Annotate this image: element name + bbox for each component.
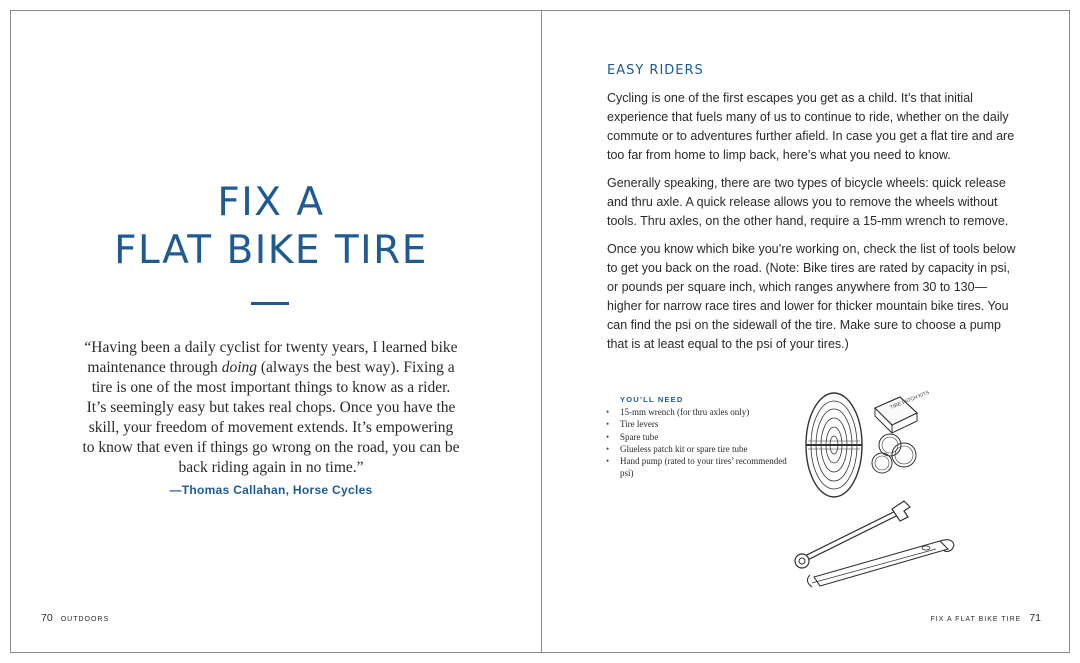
list-item (602, 431, 802, 443)
list-item (602, 443, 802, 455)
page-title (11, 179, 531, 275)
running-head: FIX A FLAT BIKE TIRE (930, 616, 1022, 623)
quote-text-end: (always the best way). Fixing a tire is one of the most important things to know as a rider. It’s seemingly easy but takes real chops. Once you have the skill, your freedom of movement extends. It’s empowering to know that even if things go wrong on the road, you can be back riding again in no time.” (82, 359, 460, 476)
section-heading: EASY RIDERS (607, 63, 704, 78)
list-item-text: Tire levers (620, 419, 659, 430)
tire-tube-icon (806, 393, 862, 497)
page-number: 71 (1029, 612, 1041, 624)
right-page (542, 11, 1071, 652)
running-head: OUTDOORS (60, 616, 110, 623)
list-item-text: Hand pump (rated to your tires’ recommended psi) (620, 456, 787, 479)
folio-left (41, 612, 117, 624)
patch-kit-icon (872, 390, 931, 473)
folio-right (923, 612, 1042, 624)
paragraph: Cycling is one of the first escapes you get as a child. It’s that initial experience that fuels many of us to continue to ride, whether on the daily commute or to adventures further afield. In case you get a flat tire and are too far from home to limp back, here’s what you need to know. (607, 91, 1015, 162)
paragraph: Once you know which bike you’re working on, check the list of tools below to get you back on the road. (Note: Bike tires are rated by capacity in psi, or pounds per square inch, which ranges anywhere from 30 to 130—higher for narrow race tires and lower for thicker mountain bike tires. You can find the psi on the sidewall of the tire. Make sure to choose a pump that is at least equal to the psi of your tires.) (607, 242, 1016, 351)
youll-need-heading: YOU’LL NEED (620, 395, 684, 404)
list-item (602, 406, 802, 418)
list-item (602, 418, 802, 430)
quote-attribution: —Thomas Callahan, Horse Cycles (169, 483, 373, 497)
title-divider (251, 302, 289, 305)
tools-illustration (792, 383, 972, 598)
paragraph: Generally speaking, there are two types of bicycle wheels: quick release and thru axle. A quick release allows you to remove the wheels without tools. Thru axles, on the other hand, require a 15-mm wrench to remove. (607, 176, 1009, 228)
youll-need-box (602, 395, 802, 480)
list-item-text: Spare tube (620, 431, 659, 442)
list-item-text: Glueless patch kit or spare tire tube (620, 443, 748, 454)
title-line-2: FLAT BIKE TIRE (114, 228, 428, 273)
bullet-icon: • (606, 431, 610, 442)
patch-box-label: TIRE PATCH KITS (889, 389, 931, 411)
page-number: 70 (41, 612, 53, 624)
left-page (11, 11, 541, 652)
tools-list (602, 406, 802, 480)
bullet-icon: • (606, 443, 610, 454)
body-text (607, 89, 1019, 363)
bullet-icon: • (606, 419, 610, 430)
list-item-text: 15-mm wrench (for thru axles only) (620, 407, 750, 417)
list-item (602, 455, 802, 480)
quote-emphasis: doing (221, 359, 257, 376)
bullet-icon: • (606, 456, 610, 467)
quote-text-start: “Having been a daily cyclist for twenty years, I learned bike maintenance through (84, 339, 458, 376)
pull-quote (81, 338, 461, 478)
book-spread (10, 10, 1070, 653)
title-line-1: FIX A (217, 180, 325, 225)
bullet-icon: • (606, 407, 610, 417)
